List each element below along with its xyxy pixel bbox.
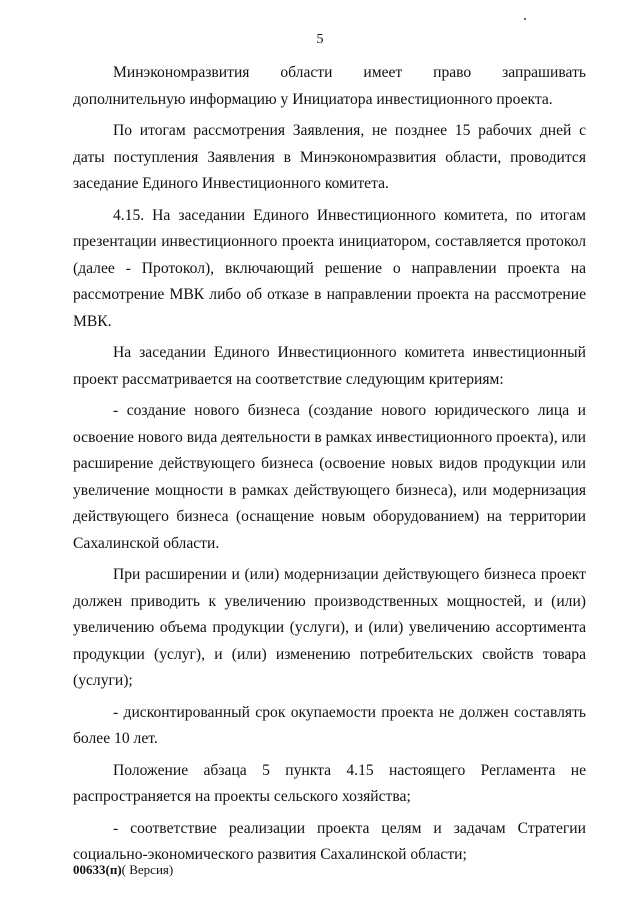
paragraph-8: Положение абзаца 5 пункта 4.15 настоящего Регламента не распространяется на проекты сельского хозяйства;	[73, 761, 586, 805]
document-code: 00633(п)	[73, 862, 122, 877]
paragraph-7: - дисконтированный срок окупаемости проекта не должен составлять более 10 лет.	[73, 703, 586, 747]
paragraph-6: При расширении и (или) модернизации действующего бизнеса проект должен приводить к увеличению производственных мощностей, и (или) увеличению объема продукции (услуги), и (или) увеличению ассортимента продукции (услуг), и (или) изменению потребительских свойств товара (услуги);	[73, 566, 586, 689]
paragraph-5: - создание нового бизнеса (создание нового юридического лица и освоение нового вида деятельности в рамках инвестиционного проекта), или расширение действующего бизнеса (освоение новых видов продукции или увеличение мощности в рамках действующего бизнеса), или модернизация действующего бизнеса (оснащение новым оборудованием) на территории Сахалинской области.	[73, 402, 586, 552]
paragraph-3: 4.15. На заседании Единого Инвестиционного комитета, по итогам презентации инвестиционного проекта инициатором, составляется протокол (далее - Протокол), включающий решение о направлении проекта на рассмотрение МВК либо об отказе в направлении проекта на рассмотрение МВК.	[73, 206, 586, 330]
document-footer	[73, 862, 173, 878]
document-version: ( Версия)	[121, 862, 174, 877]
page-number: 5	[316, 32, 324, 47]
paragraph-2: По итогам рассмотрения Заявления, не позднее 15 рабочих дней с даты поступления Заявления в Минэкономразвития области, проводится заседание Единого Инвестиционного комитета.	[73, 122, 586, 192]
document-body	[73, 60, 586, 869]
scan-speck	[524, 18, 526, 20]
paragraph-9: - соответствие реализации проекта целям и задачам Стратегии социально-экономического развития Сахалинской области;	[73, 819, 586, 863]
paragraph-1: Минэкономразвития области имеет право запрашивать дополнительную информацию у Инициатора инвестиционного проекта.	[73, 64, 586, 108]
paragraph-4: На заседании Единого Инвестиционного комитета инвестиционный проект рассматривается на соответствие следующим критериям:	[73, 344, 586, 388]
